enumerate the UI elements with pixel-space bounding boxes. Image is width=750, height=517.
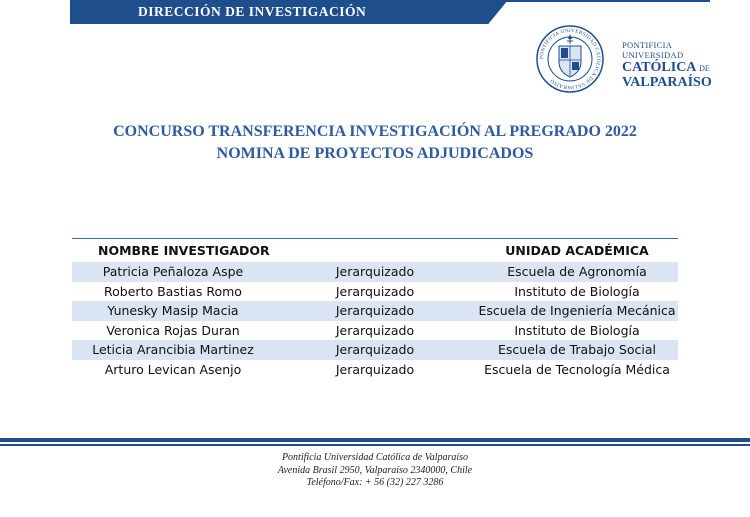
header-title: DIRECCIÓN DE INVESTIGACIÓN — [138, 4, 367, 19]
logo-line-3 — [622, 61, 712, 75]
cell-academic-unit: Escuela de Agronomía — [507, 264, 647, 280]
footer-rule — [0, 438, 750, 442]
cell-category: Jerarquizado — [335, 264, 415, 280]
cell-category: Jerarquizado — [335, 303, 415, 319]
cell-category: Jerarquizado — [335, 322, 415, 338]
cell-academic-unit: Instituto de Biología — [514, 283, 640, 299]
footer-rule-thin — [0, 444, 750, 446]
university-seal-icon — [535, 24, 605, 94]
cell-category: Jerarquizado — [335, 342, 415, 358]
cell-academic-unit: Escuela de Tecnología Médica — [484, 361, 670, 377]
cell-category: Jerarquizado — [335, 283, 415, 299]
header-bar — [70, 0, 710, 24]
logo-line-1: PONTIFICIA — [622, 40, 673, 50]
footer-line-1: Pontificia Universidad Católica de Valparaíso — [281, 452, 469, 463]
table-row — [72, 340, 678, 360]
table-row — [72, 321, 678, 341]
projects-table — [72, 238, 678, 379]
cell-academic-unit: Instituto de Biología — [514, 322, 640, 338]
footer-line-3: Teléfono/Fax: + 56 (32) 227 3286 — [306, 477, 444, 488]
cell-investigator: Arturo Levican Asenjo — [104, 361, 242, 377]
cell-investigator: Patricia Peñaloza Aspe — [102, 264, 244, 280]
seal-text: PONTIFICIA UNIVERSIDAD CATÓLICA DE VALPARAÍSO — [538, 27, 602, 91]
cell-academic-unit: Escuela de Trabajo Social — [498, 342, 656, 358]
logo-de: DE — [699, 64, 710, 73]
table-row — [72, 360, 678, 380]
document-title — [0, 121, 750, 165]
table-header-row — [72, 239, 678, 262]
table-row — [72, 282, 678, 302]
header-academic-unit: UNIDAD ACADÉMICA — [505, 243, 649, 258]
cell-investigator: Yunesky Masip Macia — [107, 303, 239, 319]
logo-wordmark — [622, 41, 712, 90]
logo-catolica: CATÓLICA — [622, 60, 696, 75]
university-logo — [535, 24, 712, 96]
title-line-2: NOMINA DE PROYECTOS ADJUDICADOS — [216, 145, 534, 162]
table-row — [72, 262, 678, 282]
logo-line-2: UNIVERSIDAD — [622, 49, 684, 60]
footer-address — [0, 452, 750, 490]
title-line-1: CONCURSO TRANSFERENCIA INVESTIGACIÓN AL PREGRADO 2022 — [113, 123, 637, 140]
cell-category: Jerarquizado — [335, 361, 415, 377]
cell-investigator: Leticia Arancibia Martinez — [92, 342, 254, 358]
table-row — [72, 301, 678, 321]
header-investigator: NOMBRE INVESTIGADOR — [98, 243, 270, 258]
footer-line-2: Avenida Brasil 2950, Valparaíso 2340000, Chile — [277, 464, 473, 476]
logo-line-4: VALPARAÍSO — [622, 75, 712, 90]
cell-investigator: Roberto Bastias Romo — [104, 283, 242, 299]
cell-academic-unit: Escuela de Ingeniería Mecánica — [478, 303, 676, 319]
cell-investigator: Veronica Rojas Duran — [106, 322, 240, 338]
